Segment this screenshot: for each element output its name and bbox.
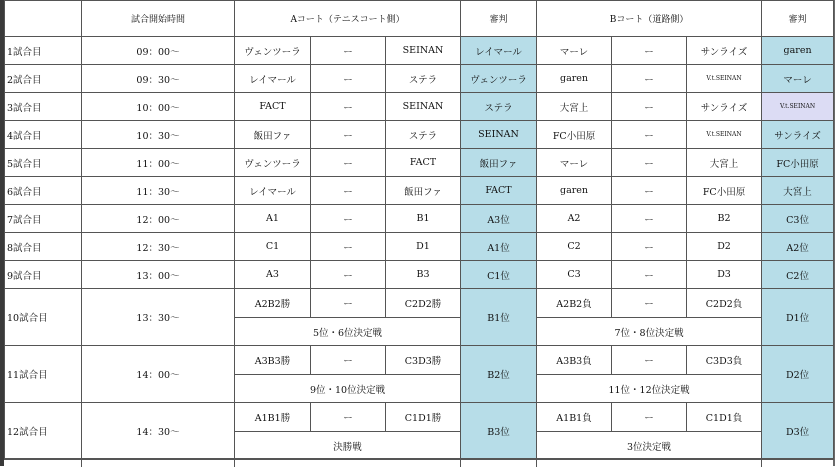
court-b-team-2: B2 — [687, 205, 762, 233]
court-b-team-2: 大宮上 — [687, 149, 762, 177]
court-b-team-1: 大宮上 — [537, 93, 612, 121]
court-b-vs: ー — [612, 121, 687, 149]
court-b-team-2: サンライズ — [687, 93, 762, 121]
court-a-team-2: C3D3勝 — [386, 346, 461, 375]
table-row — [5, 37, 834, 65]
table-row — [5, 261, 834, 289]
court-a-referee: SEINAN — [461, 121, 537, 149]
match-label: 12試合目 — [5, 403, 82, 460]
court-b-team-1: A2B2負 — [537, 289, 612, 318]
court-b-vs: ー — [612, 289, 687, 318]
court-b-referee: garen — [762, 37, 834, 65]
court-b-team-1: マーレ — [537, 149, 612, 177]
court-a-referee: C1位 — [461, 261, 537, 289]
court-a-referee: B1位 — [461, 289, 537, 346]
match-label: 9試合目 — [5, 261, 82, 289]
court-a-team-1: FACT — [235, 93, 311, 121]
court-b-vs: ー — [612, 93, 687, 121]
court-a-team-2: B1 — [386, 205, 461, 233]
court-b-vs: ー — [612, 65, 687, 93]
court-a-match-note: 決勝戦 — [235, 432, 461, 460]
match-schedule-table — [4, 0, 834, 460]
court-a-match-note: 9位・10位決定戦 — [235, 375, 461, 403]
court-a-team-1: ヴェンツーラ — [235, 149, 311, 177]
final-row-top — [5, 403, 834, 432]
court-b-referee: D3位 — [762, 403, 834, 460]
court-a-vs: ー — [311, 346, 386, 375]
header-court-a: Aコート（テニスコート側） — [235, 1, 461, 37]
court-a-referee: ヴェンツーラ — [461, 65, 537, 93]
match-label: 11試合目 — [5, 346, 82, 403]
court-a-team-2: 飯田ファ — [386, 177, 461, 205]
court-b-referee: C2位 — [762, 261, 834, 289]
court-a-team-1: A2B2勝 — [235, 289, 311, 318]
court-a-vs: ー — [311, 121, 386, 149]
court-a-team-1: レイマール — [235, 65, 311, 93]
court-b-match-note: 11位・12位決定戦 — [537, 375, 762, 403]
court-b-vs: ー — [612, 149, 687, 177]
match-time: 12：30～ — [82, 233, 235, 261]
court-a-vs: ー — [311, 261, 386, 289]
court-a-referee: B2位 — [461, 346, 537, 403]
court-a-match-note: 5位・6位決定戦 — [235, 318, 461, 346]
court-b-team-1: FC小田原 — [537, 121, 612, 149]
court-b-referee: FC小田原 — [762, 149, 834, 177]
court-b-referee: A2位 — [762, 233, 834, 261]
court-b-vs: ー — [612, 177, 687, 205]
match-time: 10：30～ — [82, 121, 235, 149]
court-b-vs: ー — [612, 233, 687, 261]
court-a-team-2: SEINAN — [386, 37, 461, 65]
court-b-team-1: garen — [537, 177, 612, 205]
court-b-team-1: garen — [537, 65, 612, 93]
court-a-vs: ー — [311, 233, 386, 261]
court-b-referee: V.t.SEINAN — [762, 93, 834, 121]
court-b-team-2: D3 — [687, 261, 762, 289]
match-label: 5試合目 — [5, 149, 82, 177]
match-time: 11：00～ — [82, 149, 235, 177]
court-b-team-2: V.t.SEINAN — [687, 121, 762, 149]
table-row — [5, 205, 834, 233]
match-label: 4試合目 — [5, 121, 82, 149]
table-row — [5, 93, 834, 121]
court-b-referee: サンライズ — [762, 121, 834, 149]
table-row — [5, 149, 834, 177]
table-row — [5, 121, 834, 149]
table-row — [5, 233, 834, 261]
court-b-team-2: サンライズ — [687, 37, 762, 65]
court-b-team-2: C1D1負 — [687, 403, 762, 432]
court-a-vs: ー — [311, 65, 386, 93]
match-label: 2試合目 — [5, 65, 82, 93]
court-a-vs: ー — [311, 37, 386, 65]
court-b-team-1: A2 — [537, 205, 612, 233]
court-b-team-1: C3 — [537, 261, 612, 289]
header-empty-cell — [5, 1, 82, 37]
match-label: 3試合目 — [5, 93, 82, 121]
match-time: 09：00～ — [82, 37, 235, 65]
final-row-top — [5, 346, 834, 375]
court-a-team-2: ステラ — [386, 65, 461, 93]
header-start-time: 試合開始時間 — [82, 1, 235, 37]
header-court-b: Bコート（道路側） — [537, 1, 762, 37]
court-a-team-1: 飯田ファ — [235, 121, 311, 149]
court-b-vs: ー — [612, 261, 687, 289]
court-a-vs: ー — [311, 149, 386, 177]
court-b-match-note: 3位決定戦 — [537, 432, 762, 460]
court-a-vs: ー — [311, 177, 386, 205]
court-a-vs: ー — [311, 289, 386, 318]
court-a-team-1: A1 — [235, 205, 311, 233]
match-time: 09：30～ — [82, 65, 235, 93]
court-a-team-1: A3 — [235, 261, 311, 289]
match-time: 10：00～ — [82, 93, 235, 121]
court-a-vs: ー — [311, 403, 386, 432]
court-a-referee: レイマール — [461, 37, 537, 65]
court-a-vs: ー — [311, 205, 386, 233]
court-b-team-2: C3D3負 — [687, 346, 762, 375]
court-a-referee: B3位 — [461, 403, 537, 460]
match-time: 14：30～ — [82, 403, 235, 460]
court-a-team-2: C1D1勝 — [386, 403, 461, 432]
court-b-vs: ー — [612, 205, 687, 233]
court-b-team-2: C2D2負 — [687, 289, 762, 318]
match-time: 12：00～ — [82, 205, 235, 233]
table-row — [5, 177, 834, 205]
header-referee-b: 審判 — [762, 1, 834, 37]
court-a-referee: FACT — [461, 177, 537, 205]
match-time: 13：30～ — [82, 289, 235, 346]
court-a-referee: A1位 — [461, 233, 537, 261]
match-time: 13：00～ — [82, 261, 235, 289]
court-a-team-2: B3 — [386, 261, 461, 289]
court-b-vs: ー — [612, 346, 687, 375]
court-a-referee: 飯田ファ — [461, 149, 537, 177]
match-label: 8試合目 — [5, 233, 82, 261]
court-a-team-2: ステラ — [386, 121, 461, 149]
court-a-team-1: ヴェンツーラ — [235, 37, 311, 65]
court-a-team-2: C2D2勝 — [386, 289, 461, 318]
court-b-team-1: A3B3負 — [537, 346, 612, 375]
match-label: 10試合目 — [5, 289, 82, 346]
court-a-team-1: A1B1勝 — [235, 403, 311, 432]
court-b-team-1: C2 — [537, 233, 612, 261]
court-b-vs: ー — [612, 403, 687, 432]
court-b-referee: マーレ — [762, 65, 834, 93]
match-time: 11：30～ — [82, 177, 235, 205]
court-a-team-2: FACT — [386, 149, 461, 177]
court-b-team-1: マーレ — [537, 37, 612, 65]
court-a-referee: A3位 — [461, 205, 537, 233]
court-b-referee: C3位 — [762, 205, 834, 233]
court-a-team-1: A3B3勝 — [235, 346, 311, 375]
court-b-team-2: D2 — [687, 233, 762, 261]
court-b-vs: ー — [612, 37, 687, 65]
match-time: 14：00～ — [82, 346, 235, 403]
court-a-team-2: D1 — [386, 233, 461, 261]
court-b-referee: 大宮上 — [762, 177, 834, 205]
header-row — [5, 1, 834, 37]
court-a-team-1: C1 — [235, 233, 311, 261]
match-label: 6試合目 — [5, 177, 82, 205]
header-referee-a: 審判 — [461, 1, 537, 37]
court-b-match-note: 7位・8位決定戦 — [537, 318, 762, 346]
court-a-referee: ステラ — [461, 93, 537, 121]
final-row-top — [5, 289, 834, 318]
court-b-referee: D2位 — [762, 346, 834, 403]
court-a-vs: ー — [311, 93, 386, 121]
match-label: 7試合目 — [5, 205, 82, 233]
court-b-team-2: FC小田原 — [687, 177, 762, 205]
court-b-referee: D1位 — [762, 289, 834, 346]
court-b-team-1: A1B1負 — [537, 403, 612, 432]
court-a-team-1: レイマール — [235, 177, 311, 205]
court-b-team-2: V.t.SEINAN — [687, 65, 762, 93]
court-a-team-2: SEINAN — [386, 93, 461, 121]
match-label: 1試合目 — [5, 37, 82, 65]
table-row — [5, 65, 834, 93]
